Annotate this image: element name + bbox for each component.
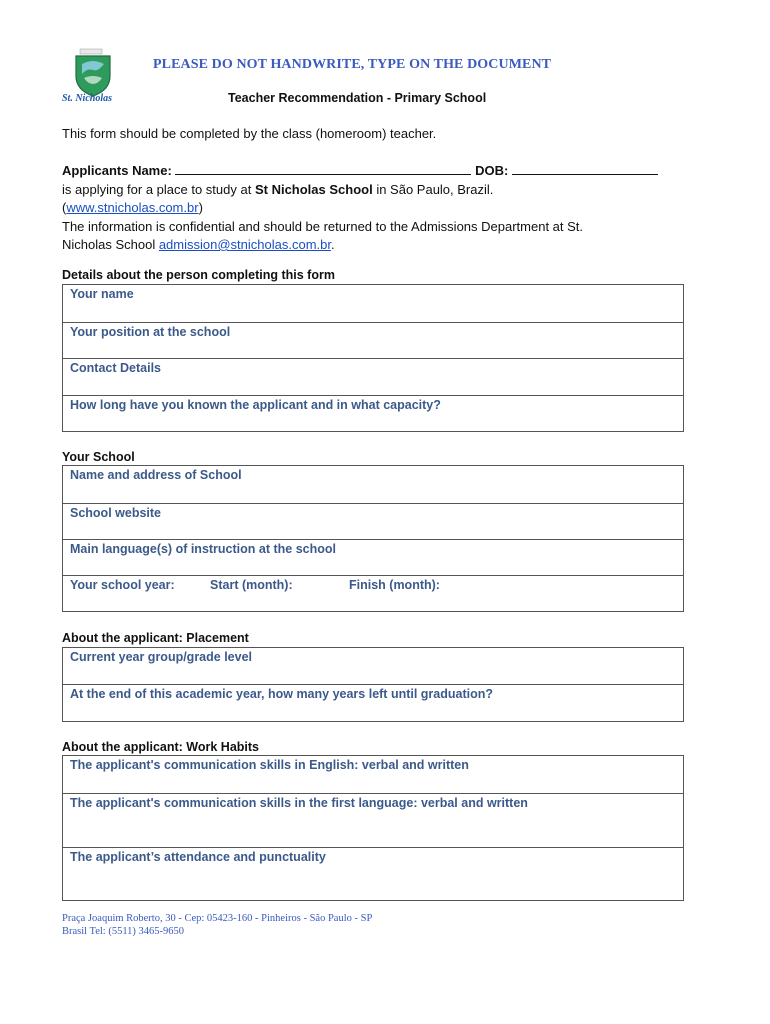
handwrite-warning: PLEASE DO NOT HANDWRITE, TYPE ON THE DOCUMENT xyxy=(153,57,552,72)
applicant-block xyxy=(62,162,682,255)
footer-phone: Brasil Tel: (5511) 3465-9650 xyxy=(62,926,185,937)
admissions-email-link[interactable]: admission@stnicholas.com.br xyxy=(158,237,331,252)
school-name: St Nicholas School xyxy=(254,181,373,197)
field-school-website[interactable]: School website xyxy=(63,503,683,539)
dob-field[interactable] xyxy=(512,162,658,175)
school-year-row xyxy=(63,575,683,611)
person-details-table xyxy=(62,284,684,432)
intro-text: This form should be completed by the class (homeroom) teacher. xyxy=(62,126,437,141)
section-title-placement: About the applicant: Placement xyxy=(62,631,249,645)
applicant-name-label: Applicants Name: xyxy=(62,163,172,178)
field-first-language-communication[interactable]: The applicant's communication skills in the first language: verbal and written xyxy=(63,793,683,847)
website-line: (www.stnicholas.com.br) xyxy=(62,200,203,215)
confidential-line: The information is confidential and should be returned to the Admissions Department at St. xyxy=(62,218,584,234)
field-english-communication[interactable]: The applicant's communication skills in English: verbal and written xyxy=(70,758,469,772)
page-title: Teacher Recommendation - Primary School xyxy=(228,91,487,105)
footer-address: Praça Joaquim Roberto, 30 - Cep: 05423-160 - Pinheiros - São Paulo - SP xyxy=(62,913,373,924)
applying-line: is applying for a place to study at St Nicholas School in São Paulo, Brazil. xyxy=(62,181,494,197)
return-line: Nicholas School admission@stnicholas.com.br. xyxy=(62,237,335,252)
field-current-grade[interactable]: Current year group/grade level xyxy=(70,650,253,664)
field-position[interactable]: Your position at the school xyxy=(63,322,683,358)
placement-table xyxy=(62,647,684,722)
work-habits-table xyxy=(62,755,684,901)
logo-wordmark: St. Nicholas xyxy=(62,93,113,104)
section-title-person: Details about the person completing this form xyxy=(62,268,335,282)
field-instruction-language[interactable]: Main language(s) of instruction at the school xyxy=(63,539,683,575)
section-title-school: Your School xyxy=(62,450,135,464)
field-years-to-graduation[interactable]: At the end of this academic year, how many years left until graduation? xyxy=(63,684,683,721)
applicant-name-line xyxy=(62,162,682,181)
field-attendance-punctuality[interactable]: The applicant’s attendance and punctuality xyxy=(63,847,683,900)
footer xyxy=(62,912,372,938)
field-known-applicant[interactable]: How long have you known the applicant and in what capacity? xyxy=(63,395,683,431)
dob-label: DOB: xyxy=(475,163,509,178)
field-contact-details[interactable]: Contact Details xyxy=(63,358,683,395)
section-title-work-habits: About the applicant: Work Habits xyxy=(62,740,259,754)
field-start-month[interactable]: Start (month): xyxy=(210,578,293,592)
school-details-table xyxy=(62,465,684,612)
field-school-year[interactable]: Your school year: xyxy=(70,578,175,592)
applicant-name-field[interactable] xyxy=(175,162,471,175)
website-link[interactable]: www.stnicholas.com.br xyxy=(66,200,199,215)
field-your-name[interactable]: Your name xyxy=(70,287,134,301)
field-school-name-address[interactable]: Name and address of School xyxy=(70,468,242,482)
field-finish-month[interactable]: Finish (month): xyxy=(349,578,440,592)
